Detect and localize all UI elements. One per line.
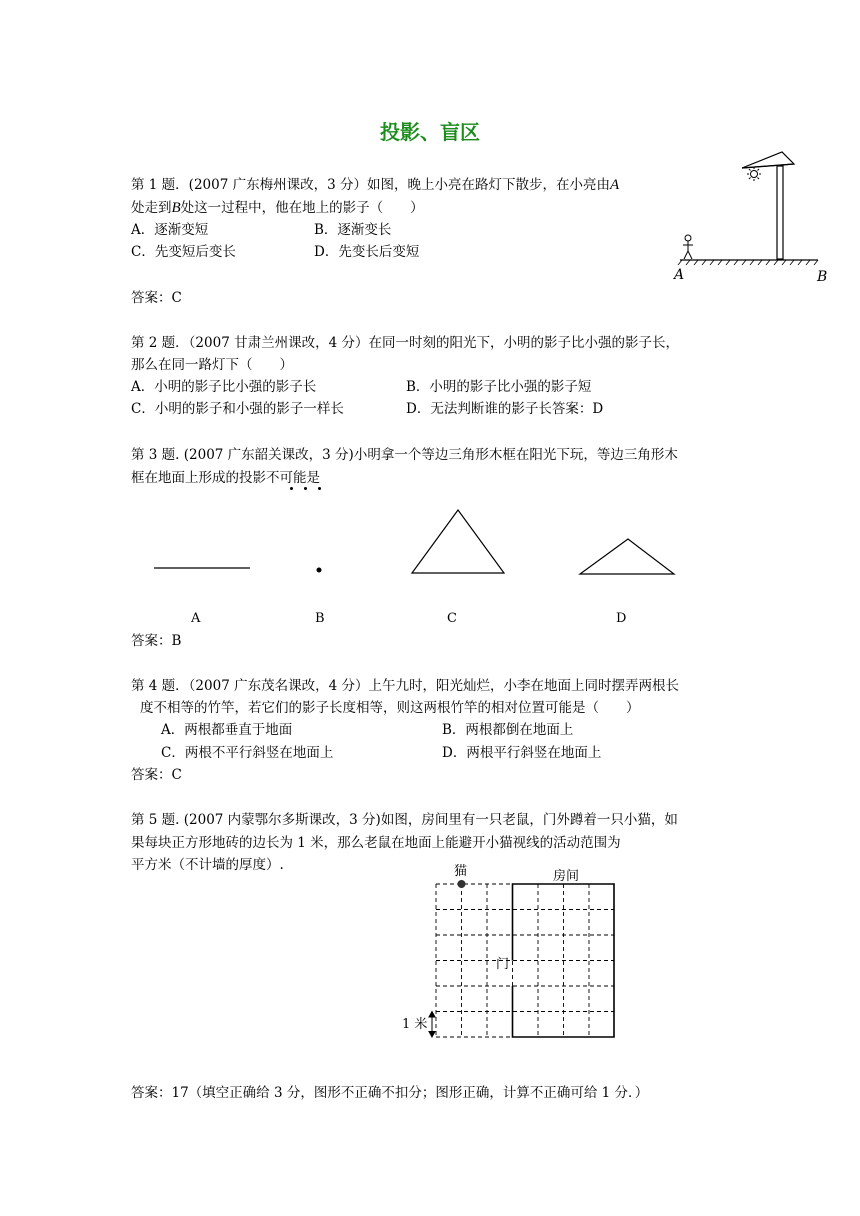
q2-option-c: C．小明的影子和小强的影子一样长 bbox=[131, 401, 344, 417]
q1-line2 bbox=[131, 199, 424, 217]
q4-option-c: C．两根不平行斜竖在地面上 bbox=[161, 745, 334, 761]
emphasis-dot bbox=[318, 487, 321, 490]
q3-fig-label-b: B bbox=[315, 611, 325, 626]
q5-line1: 第 5 题. (2007 内蒙鄂尔多斯课改，3 分)如图，房间里有一只老鼠，门外蹲着一只小猫，如 bbox=[131, 812, 678, 828]
q1-option-d: D．先变长后变短 bbox=[314, 244, 420, 260]
q2-line2: 那么在同一路灯下（ ） bbox=[131, 357, 293, 373]
person-icon bbox=[683, 235, 693, 259]
option-c-triangle bbox=[412, 510, 504, 573]
q4-option-b: B．两根都倒在地面上 bbox=[442, 722, 574, 738]
lamp-bulb-icon bbox=[747, 167, 761, 181]
q5-fig-room-label: 房间 bbox=[553, 869, 580, 884]
q4-line1: 第 4 题．（2007 广东茂名课改，4 分）上午九时，阳光灿烂，小李在地面上同时摆弄两根长 bbox=[131, 678, 679, 694]
q5-fig-cat-label: 猫 bbox=[454, 864, 468, 879]
emphasis-dot bbox=[290, 487, 293, 490]
q1-option-c: C．先变短后变长 bbox=[131, 244, 236, 260]
q1-line2-pre: 处走到 bbox=[131, 200, 172, 216]
q3-fig-label-d: D bbox=[616, 611, 627, 626]
q1-fig-label-b: B bbox=[817, 269, 828, 285]
q1-option-b: B．逐渐变长 bbox=[314, 222, 392, 238]
q1-line2-post: 处这一过程中，他在地上的影子（ ） bbox=[180, 200, 424, 216]
cat-position-dot bbox=[458, 880, 466, 888]
lamp-post bbox=[777, 166, 783, 259]
option-d-triangle bbox=[580, 539, 674, 574]
q3-line1: 第 3 题. (2007 广东韶关课改，3 分)小明拿一个等边三角形木框在阳光下玩，等边三角形木 bbox=[131, 447, 678, 463]
q1-fig-label-a: A bbox=[674, 267, 685, 283]
q5-fig-door-label: 门 bbox=[496, 957, 510, 972]
q4-option-d: D．两根平行斜竖在地面上 bbox=[442, 745, 602, 761]
q5-answer: 答案：17（填空正确给 3 分，图形不正确不扣分；图形正确，计算不正确可给 1 分．） bbox=[131, 1085, 649, 1101]
q1-point-a: A bbox=[609, 177, 620, 193]
q1-line1-text: 第 1 题．(2007 广东梅州课改，3 分）如图，晚上小亮在路灯下散步，在小亮由 bbox=[131, 177, 610, 193]
page-title: 投影、盲区 bbox=[380, 120, 480, 144]
q4-option-a: A．两根都垂直于地面 bbox=[161, 722, 293, 738]
q3-fig-label-c: C bbox=[447, 611, 457, 626]
q3-line2: 框在地面上形成的投影不可能是 bbox=[131, 470, 320, 486]
q5-fig-meter-label: 1 米 bbox=[402, 1017, 428, 1032]
q5-line2: 果每块正方形地砖的边长为 1 米，那么老鼠在地面上能避开小猫视线的活动范围为 bbox=[131, 835, 621, 851]
q3-answer: 答案：B bbox=[131, 633, 182, 649]
q2-option-a: A．小明的影子比小强的影子长 bbox=[131, 379, 317, 395]
q1-lamp-figure bbox=[670, 140, 840, 290]
emphasis-dot bbox=[304, 487, 307, 490]
ground-hatch bbox=[678, 260, 818, 265]
q4-answer: 答案：C bbox=[131, 767, 182, 783]
meter-dimension-arrow bbox=[429, 1012, 435, 1038]
q1-answer: 答案：C bbox=[131, 290, 182, 306]
q5-room-figure bbox=[436, 884, 616, 1040]
q2-option-d: D．无法判断谁的影子长答案：D bbox=[406, 401, 604, 417]
q3-projection-figures bbox=[140, 500, 700, 590]
q3-fig-label-a: A bbox=[191, 611, 201, 626]
q1-point-b: B bbox=[171, 200, 181, 216]
q4-line2: 度不相等的竹竿，若它们的影子长度相等，则这两根竹竿的相对位置可能是（ ） bbox=[140, 700, 640, 716]
q2-option-b: B．小明的影子比小强的影子短 bbox=[406, 379, 592, 395]
q1-option-a: A．逐渐变短 bbox=[131, 222, 209, 238]
q1-line1 bbox=[131, 176, 619, 194]
q5-line3: 平方米（不计墙的厚度）. bbox=[131, 857, 284, 873]
q2-line1: 第 2 题．（2007 甘肃兰州课改，4 分）在同一时刻的阳光下，小明的影子比小强的影子长， bbox=[131, 335, 679, 351]
floor-grid bbox=[436, 884, 614, 1037]
option-b-point bbox=[317, 568, 322, 573]
